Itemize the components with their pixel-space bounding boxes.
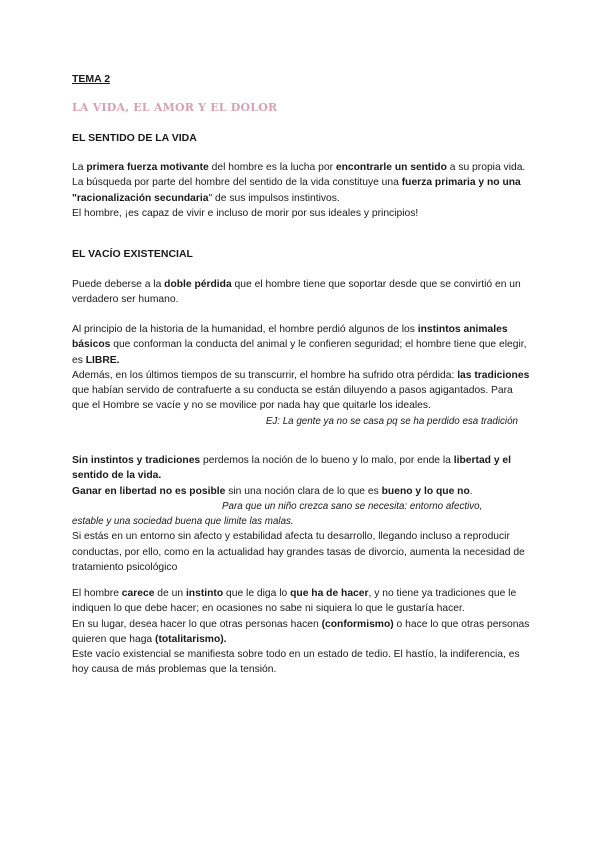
- paragraph-group: [72, 322, 532, 429]
- paragraph: Sin instintos y tradiciones perdemos la noción de lo bueno y lo malo, por ende la libertad y el sentido de la vida.: [72, 455, 511, 482]
- page-title: LA VIDA, EL AMOR Y EL DOLOR: [72, 101, 278, 114]
- paragraph: En su lugar, desea hacer lo que otras personas hacen (conformismo) o hace lo que otras personas quieren que haga (totalitarismo).: [72, 618, 530, 645]
- paragraph: La búsqueda por parte del hombre del sentido de la vida constituye una fuerza primaria y no una "racionalización secundaria" de sus impulsos instintivos.: [72, 177, 521, 204]
- paragraph-group: [72, 586, 532, 678]
- section-sentido-body: [72, 160, 532, 221]
- paragraph: Puede deberse a la doble pérdida que el hombre tiene que soportar desde que se convirtió en un verdadero ser humano.: [72, 279, 521, 306]
- section-heading-vacio: EL VACÍO EXISTENCIAL: [72, 248, 193, 260]
- paragraph: Este vacío existencial se manifiesta sobre todo en un estado de tedio. El hastío, la indiferencia, es hoy causa de más problemas que la tensión.: [72, 649, 520, 676]
- paragraph: El hombre, ¡es capaz de vivir e incluso de morir por sus ideales y principios!: [72, 207, 419, 219]
- paragraph: La primera fuerza motivante del hombre es la lucha por encontrarle un sentido a su propia vida.: [72, 162, 526, 173]
- paragraph: El hombre carece de un instinto que le diga lo que ha de hacer, y no tiene ya tradiciones que le indiquen lo que debe hacer; en ocasiones no sabe ni siquiera lo que le gustaría hacer.: [72, 588, 517, 615]
- example-note: EJ: La gente ya no se casa pq se ha perdido esa tradición: [265, 415, 518, 427]
- section-heading-sentido: EL SENTIDO DE LA VIDA: [72, 132, 197, 144]
- paragraph: Si estás en un entorno sin afecto y estabilidad afecta tu desarrollo, llegando incluso a reproducir conductas, por ello, como en la actualidad hay grandes tasas de divorcio, aumenta la necesidad de tratamiento psicológico: [72, 531, 525, 574]
- paragraph: Al principio de la historia de la humanidad, el hombre perdió algunos de los instintos animales básicos que conforman la conducta del animal y le confieren seguridad; el hombre tiene que elegir, es LIBRE.: [72, 324, 527, 366]
- paragraph: Además, en los últimos tiempos de su transcurrir, el hombre ha sufrido otra pérdida: las tradiciones que habían servido de contrafuerte a su conducta se están diluyendo a pasos agigantados. Para que el Hombre se vacíe y no se movilice por nada hay que quitarle los ideales.: [72, 369, 530, 412]
- tema-label: TEMA 2: [72, 73, 111, 85]
- paragraph: Ganar en libertad no es posible sin una noción clara de lo que es bueno y lo que no.: [72, 485, 473, 497]
- paragraph-group: [72, 453, 532, 575]
- annotation-note: estable y una sociedad buena que limite las malas.: [72, 516, 294, 528]
- annotation-note: Para que un niño crezca sano se necesita: entorno afectivo,: [222, 500, 483, 512]
